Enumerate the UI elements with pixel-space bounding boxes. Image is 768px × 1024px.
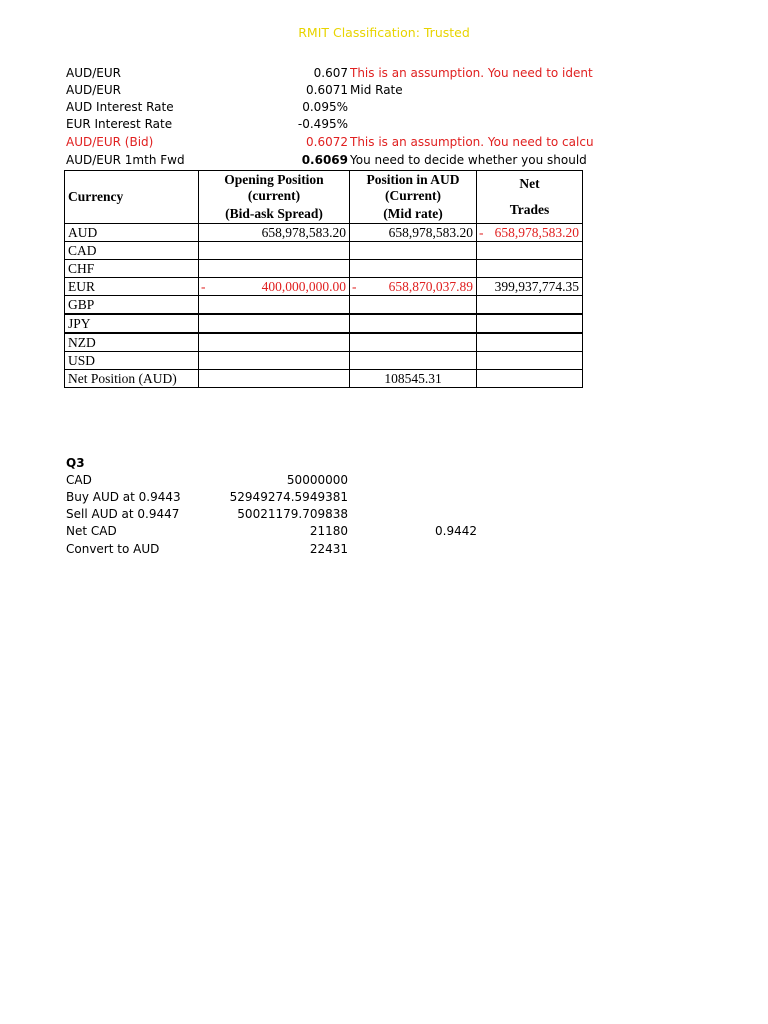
info-note: This is an assumption. You need to ident	[350, 66, 593, 80]
info-row[interactable]	[66, 134, 626, 151]
q3-row[interactable]	[66, 489, 486, 506]
cell-net[interactable]	[477, 296, 583, 315]
info-value: 0.6069	[301, 153, 348, 167]
cell-position[interactable]	[350, 352, 477, 370]
info-value: -0.495%	[297, 117, 348, 131]
q3-extra-value: 0.9442	[435, 524, 477, 538]
header-text: (current)	[247, 188, 301, 203]
q3-label: Convert to AUD	[66, 542, 160, 556]
cell-currency[interactable]: NZD	[65, 333, 199, 352]
cell-position[interactable]: 658,978,583.20	[350, 224, 477, 242]
cell-net[interactable]	[477, 224, 583, 242]
cell-currency[interactable]: CAD	[65, 242, 199, 260]
info-value: 0.6072	[306, 135, 348, 149]
cell-currency[interactable]: AUD	[65, 224, 199, 242]
table-row-net-position	[65, 370, 583, 388]
info-note: You need to decide whether you should	[350, 153, 587, 167]
info-label: AUD Interest Rate	[66, 100, 174, 114]
cell-opening[interactable]	[199, 242, 350, 260]
q3-label: Buy AUD at 0.9443	[66, 490, 181, 504]
q3-label: Sell AUD at 0.9447	[66, 507, 180, 521]
info-row[interactable]	[66, 152, 626, 169]
classification-header: RMIT Classification: Trusted	[298, 25, 470, 40]
table-row	[65, 296, 583, 315]
cell-position[interactable]	[350, 278, 477, 296]
q3-row[interactable]	[66, 523, 486, 540]
info-label: AUD/EUR	[66, 66, 121, 80]
header-net-trades[interactable]	[477, 171, 583, 224]
cell-currency[interactable]: Net Position (AUD)	[65, 370, 199, 388]
header-opening-position[interactable]	[199, 171, 350, 224]
info-note: Mid Rate	[350, 83, 403, 97]
q3-label: Net CAD	[66, 524, 117, 538]
info-label: EUR Interest Rate	[66, 117, 173, 131]
minus-sign: -	[479, 225, 484, 240]
cell-opening[interactable]	[199, 260, 350, 278]
cell-net[interactable]: 399,937,774.35	[477, 278, 583, 296]
q3-row[interactable]	[66, 541, 486, 558]
table-row	[65, 242, 583, 260]
q3-label: CAD	[66, 473, 92, 487]
minus-sign: -	[201, 279, 206, 294]
cell-opening[interactable]	[199, 352, 350, 370]
info-value: 0.6071	[306, 83, 348, 97]
cell-opening[interactable]	[199, 296, 350, 315]
info-note: This is an assumption. You need to calcu	[350, 135, 594, 149]
cell-currency[interactable]: EUR	[65, 278, 199, 296]
table-row	[65, 260, 583, 278]
header-text: Net	[519, 176, 540, 191]
q3-value: 21180	[309, 524, 348, 538]
cell-net[interactable]	[477, 370, 583, 388]
cell-position[interactable]	[350, 296, 477, 315]
q3-value: 52949274.5949381	[229, 490, 348, 504]
q3-value: 22431	[309, 542, 348, 556]
header-currency[interactable]: Currency	[65, 171, 199, 224]
info-value: 0.095%	[302, 100, 348, 114]
cell-value: 658,978,583.20	[494, 225, 579, 240]
table-row	[65, 314, 583, 333]
table-header-row	[65, 171, 583, 224]
cell-opening[interactable]	[199, 314, 350, 333]
cell-position[interactable]	[350, 314, 477, 333]
cell-value: 400,000,000.00	[261, 279, 346, 294]
cell-opening[interactable]	[199, 370, 350, 388]
cell-opening[interactable]	[199, 333, 350, 352]
cell-value: 658,870,037.89	[388, 279, 473, 294]
header-position-in-aud[interactable]	[350, 171, 477, 224]
info-value: 0.607	[313, 66, 348, 80]
q3-title[interactable]	[66, 455, 486, 472]
cell-currency[interactable]: GBP	[65, 296, 199, 315]
info-label: AUD/EUR	[66, 83, 121, 97]
info-row[interactable]	[66, 82, 626, 99]
header-text: (Current)	[385, 188, 441, 203]
cell-position[interactable]	[350, 260, 477, 278]
cell-net[interactable]	[477, 333, 583, 352]
header-text: Opening Position	[224, 172, 324, 187]
q3-value: 50021179.709838	[237, 507, 348, 521]
q3-title-text: Q3	[66, 456, 85, 470]
info-label: AUD/EUR (Bid)	[66, 135, 154, 149]
table-row	[65, 224, 583, 242]
cell-position[interactable]	[350, 333, 477, 352]
cell-opening[interactable]: 658,978,583.20	[199, 224, 350, 242]
header-text: (Mid rate)	[383, 206, 443, 221]
table-row	[65, 333, 583, 352]
cell-position[interactable]: 108545.31	[350, 370, 477, 388]
table-row	[65, 352, 583, 370]
cell-net[interactable]	[477, 352, 583, 370]
cell-net[interactable]	[477, 314, 583, 333]
info-label: AUD/EUR 1mth Fwd	[66, 153, 185, 167]
header-text: (Bid-ask Spread)	[225, 206, 323, 221]
cell-net[interactable]	[477, 242, 583, 260]
cell-currency[interactable]: JPY	[65, 314, 199, 333]
cell-position[interactable]	[350, 242, 477, 260]
q3-row[interactable]	[66, 506, 486, 523]
cell-currency[interactable]: CHF	[65, 260, 199, 278]
cell-currency[interactable]: USD	[65, 352, 199, 370]
info-row[interactable]	[66, 116, 626, 133]
info-row[interactable]	[66, 65, 626, 82]
q3-value: 50000000	[286, 473, 348, 487]
currency-table	[64, 170, 583, 388]
cell-opening[interactable]	[199, 278, 350, 296]
header-text: Position in AUD	[366, 172, 460, 187]
minus-sign: -	[352, 279, 357, 294]
info-row[interactable]	[66, 99, 626, 116]
header-text: Trades	[509, 202, 550, 217]
q3-row[interactable]	[66, 472, 486, 489]
table-row	[65, 278, 583, 296]
cell-net[interactable]	[477, 260, 583, 278]
